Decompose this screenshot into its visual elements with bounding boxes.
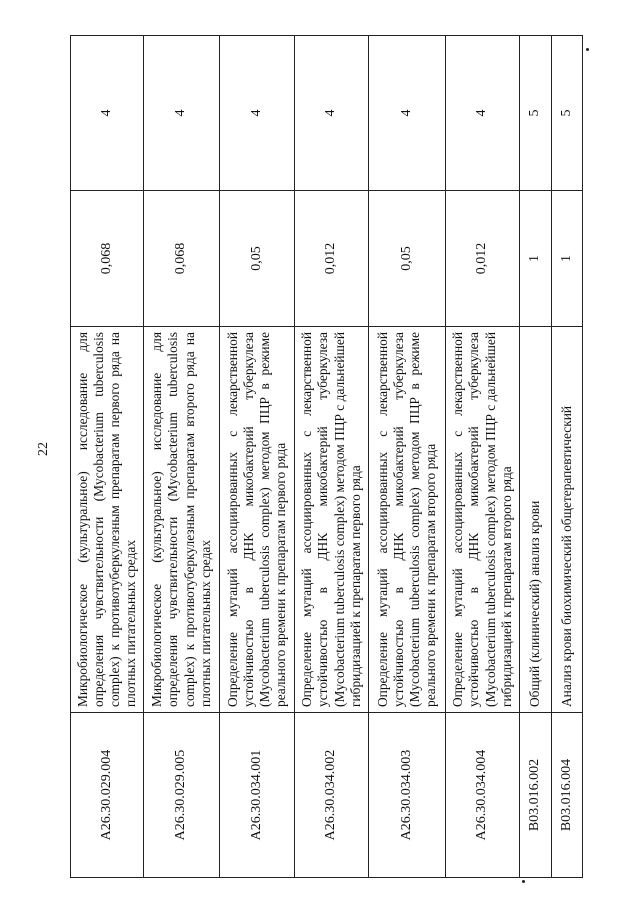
service-name: Определение мутаций ассоциированных с лекарственной устойчивостью в ДНК микобактерий туберкулеза (Mycobacterium tuberculosis complex) методом ПЦР в режиме реального времени к препаратам первого ряда (220, 327, 295, 713)
service-name: Микробиологическое (культуральное) исследование для определения чувствительности (Mycobacterium tuberculosis complex) к противотуберкулезным препаратам второго ряда на плотных питательных средах (144, 327, 220, 713)
multiplicity-value: 4 (220, 36, 295, 191)
table-row (552, 36, 583, 878)
table-row (520, 36, 552, 878)
services-table (70, 35, 583, 878)
service-code: A26.30.034.004 (446, 713, 520, 878)
frequency-value: 0,05 (220, 191, 295, 327)
rotated-page (70, 36, 598, 878)
multiplicity-value: 4 (71, 36, 144, 191)
table-row (71, 36, 144, 878)
table-row (295, 36, 369, 878)
frequency-value: 1 (552, 191, 583, 327)
table-row (369, 36, 446, 878)
service-code: A26.30.029.005 (144, 713, 220, 878)
table-row (220, 36, 295, 878)
service-code: B03.016.002 (520, 713, 552, 878)
table-row (144, 36, 220, 878)
multiplicity-value: 4 (369, 36, 446, 191)
frequency-value: 0,012 (295, 191, 369, 327)
frequency-value: 0,05 (369, 191, 446, 327)
page-number: 22 (36, 442, 51, 456)
service-code: A26.30.034.002 (295, 713, 369, 878)
service-name: Общий (клинический) анализ крови (520, 327, 552, 713)
multiplicity-value: 5 (552, 36, 583, 191)
multiplicity-value: 4 (144, 36, 220, 191)
multiplicity-value: 4 (295, 36, 369, 191)
service-name: Определение мутаций ассоциированных с лекарственной устойчивостью в ДНК микобактерий туберкулеза (Mycobacterium tuberculosis complex) методом ПЦР с дальнейшей гибридизацией к препаратам второго ряда (446, 327, 520, 713)
service-code: B03.016.004 (552, 713, 583, 878)
table-row (446, 36, 520, 878)
frequency-value: 1 (520, 191, 552, 327)
service-name: Определение мутаций ассоциированных с лекарственной устойчивостью в ДНК микобактерий туберкулеза (Mycobacterium tuberculosis complex) методом ПЦР в режиме реального времени к препаратам второго ряда (369, 327, 446, 713)
frequency-value: 0,012 (446, 191, 520, 327)
service-code: A26.30.029.004 (71, 713, 144, 878)
service-name: Микробиологическое (культуральное) исследование для определения чувствительности (Mycobacterium tuberculosis complex) к противотуберкулезным препаратам первого ряда на плотных питательных средах (71, 327, 144, 713)
scan-speck-bottom (522, 880, 525, 883)
multiplicity-value: 5 (520, 36, 552, 191)
frequency-value: 0,068 (71, 191, 144, 327)
service-name: Анализ крови биохимический общетерапевтический (552, 327, 583, 713)
service-code: A26.30.034.001 (220, 713, 295, 878)
service-code: A26.30.034.003 (369, 713, 446, 878)
service-name: Определение мутаций ассоциированных с лекарственной устойчивостью в ДНК микобактерий туберкулеза (Mycobacterium tuberculosis complex) методом ПЦР с дальнейшей гибридизацией к препаратам первого ряда (295, 327, 369, 713)
multiplicity-value: 4 (446, 36, 520, 191)
frequency-value: 0,068 (144, 191, 220, 327)
